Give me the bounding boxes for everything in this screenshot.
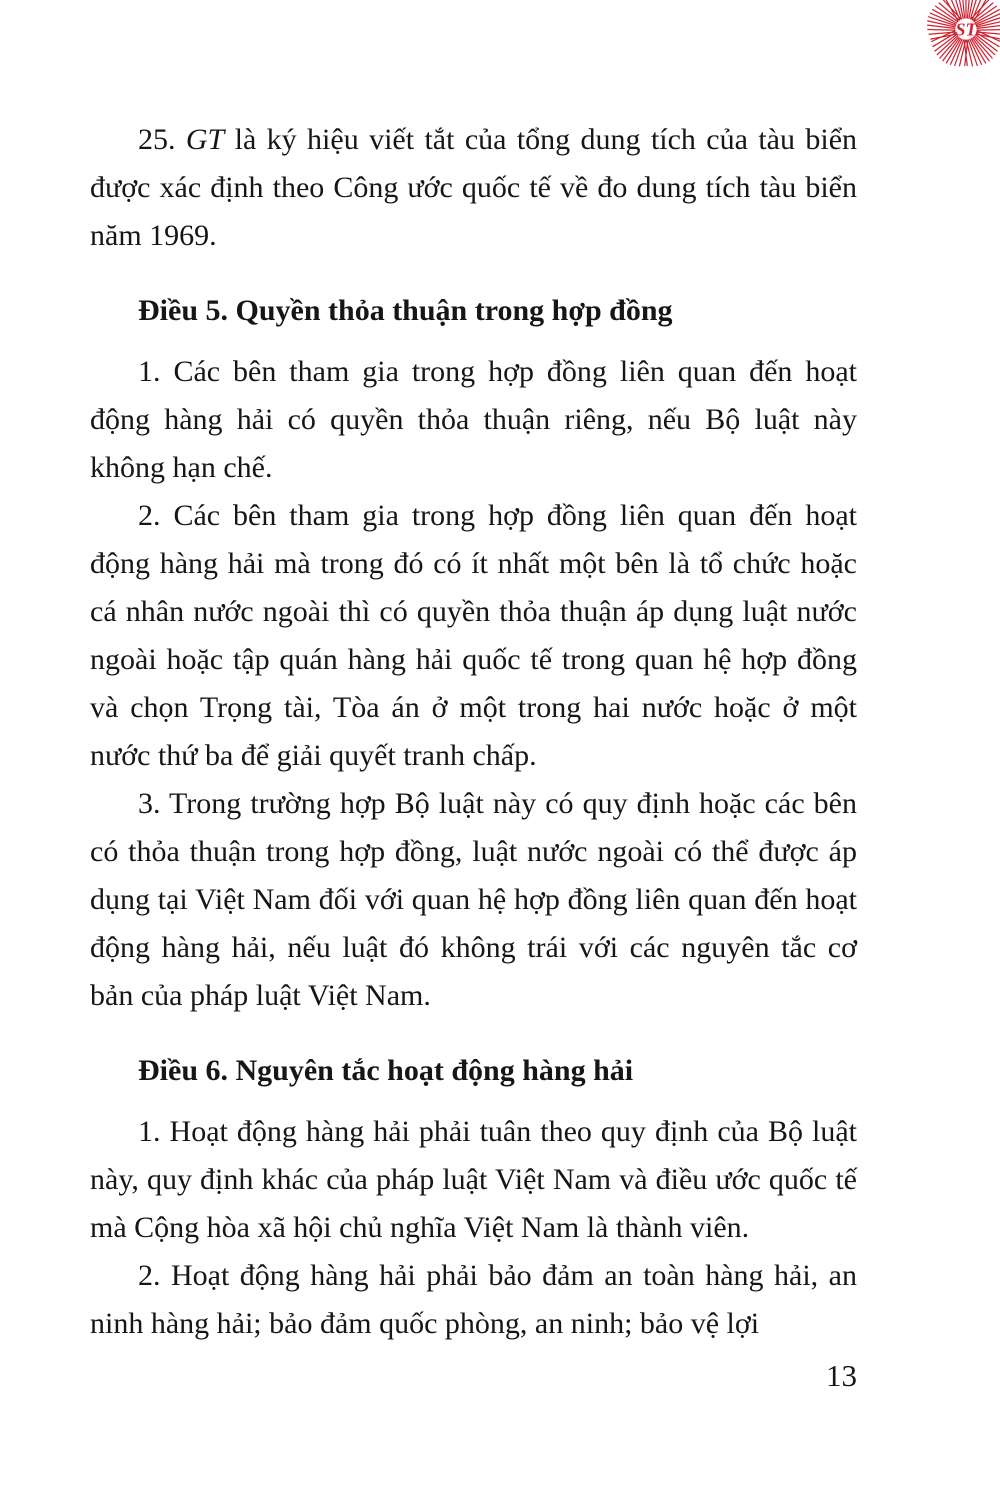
page-number: 13: [826, 1358, 857, 1393]
logo-monogram: ST: [955, 19, 977, 40]
clause-25-paragraph: [90, 116, 857, 260]
page-content: [90, 116, 857, 1348]
article-6-clause-1: 1. Hoạt động hàng hải phải tuân theo quy định của Bộ luật này, quy định khác của pháp luật Việt Nam và điều ước quốc tế mà Cộng hòa xã hội chủ nghĩa Việt Nam là thành viên.: [90, 1115, 857, 1244]
term-gt: GT: [185, 123, 225, 156]
publisher-logo: [925, 0, 1000, 70]
article-5-heading: Điều 5. Quyền thỏa thuận trong hợp đồng: [138, 294, 673, 327]
article-5-clause-2: 2. Các bên tham gia trong hợp đồng liên quan đến hoạt động hàng hải mà trong đó có ít nhất một bên là tổ chức hoặc cá nhân nước ngoài thì có quyền thỏa thuận áp dụng luật nước ngoài hoặc tập quán hàng hải quốc tế trong quan hệ hợp đồng và chọn Trọng tài, Tòa án ở một trong hai nước hoặc ở một nước thứ ba để giải quyết tranh chấp.: [90, 499, 857, 772]
clause-25-number: 25.: [138, 123, 186, 156]
article-6-clause-2: 2. Hoạt động hàng hải phải bảo đảm an toàn hàng hải, an ninh hàng hải; bảo đảm quốc phòng, an ninh; bảo vệ lợi: [90, 1259, 857, 1340]
article-6-heading: Điều 6. Nguyên tắc hoạt động hàng hải: [138, 1054, 634, 1087]
article-5-clause-1: 1. Các bên tham gia trong hợp đồng liên quan đến hoạt động hàng hải có quyền thỏa thuận riêng, nếu Bộ luật này không hạn chế.: [90, 355, 857, 484]
clause-25-text: là ký hiệu viết tắt của tổng dung tích của tàu biển được xác định theo Công ước quốc tế về đo dung tích tàu biển năm 1969.: [90, 123, 858, 252]
article-5-clause-3: 3. Trong trường hợp Bộ luật này có quy định hoặc các bên có thỏa thuận trong hợp đồng, luật nước ngoài có thể được áp dụng tại Việt Nam đối với quan hệ hợp đồng liên quan đến hoạt động hàng hải, nếu luật đó không trái với các nguyên tắc cơ bản của pháp luật Việt Nam.: [90, 787, 857, 1012]
starburst-logo-icon: [925, 0, 1000, 70]
